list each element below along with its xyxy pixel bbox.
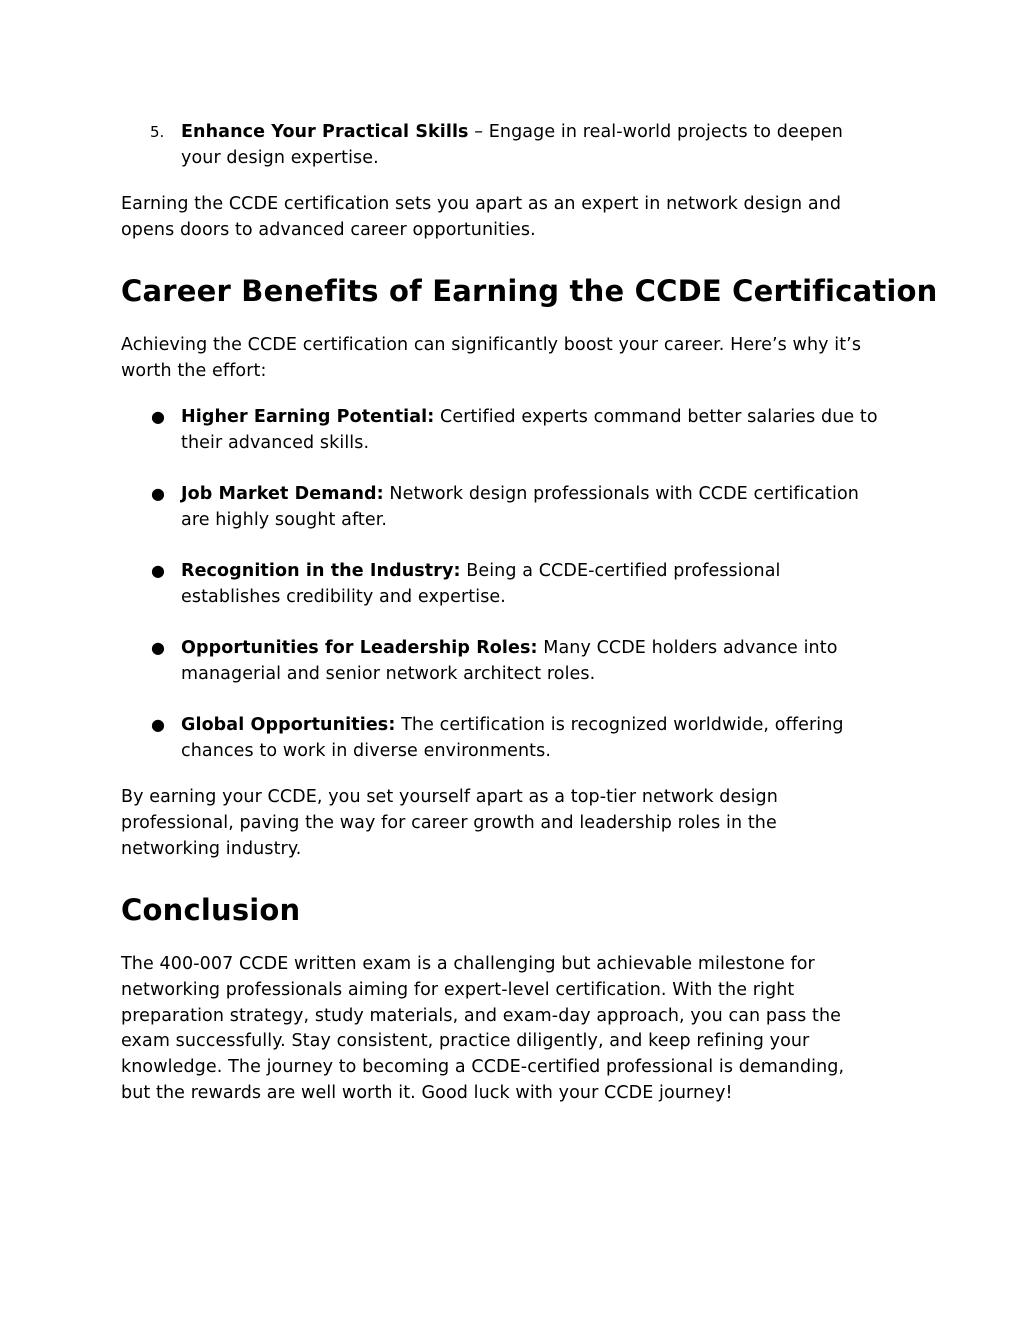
- bullet-text: Many CCDE holders advance into: [537, 638, 838, 658]
- bullet-title: Higher Earning Potential:: [181, 407, 435, 427]
- conclusion-line: exam successfully. Stay consistent, practice diligently, and keep refining your: [121, 1031, 810, 1051]
- conclusion-line: but the rewards are well worth it. Good luck with your CCDE journey!: [121, 1083, 733, 1103]
- closing-paragraph-line1: By earning your CCDE, you set yourself apart as a top-tier network design: [121, 787, 778, 807]
- bullet-line2: are highly sought after.: [181, 510, 388, 530]
- bullet-line: [181, 404, 961, 430]
- bullet-line: [181, 635, 961, 661]
- bullet-text: Certified experts command better salaries due to: [434, 407, 878, 427]
- conclusion-line: networking professionals aiming for expert-level certification. With the right: [121, 980, 795, 1000]
- bullet-text: The certification is recognized worldwide, offering: [395, 715, 844, 735]
- closing-paragraph-line2: professional, paving the way for career growth and leadership roles in the: [121, 813, 777, 833]
- bullet-marker: ●: [151, 484, 165, 503]
- bullet-marker: ●: [151, 715, 165, 734]
- bullet-text: Network design professionals with CCDE certification: [383, 484, 859, 504]
- bullet-line: [181, 558, 961, 584]
- bullet-line: [181, 712, 961, 738]
- bullet-marker: ●: [151, 561, 165, 580]
- bullet-line2: managerial and senior network architect roles.: [181, 664, 596, 684]
- numbered-item-line2: your design expertise.: [181, 148, 379, 168]
- numbered-item-title: Enhance Your Practical Skills: [181, 122, 469, 142]
- conclusion-line: preparation strategy, study materials, and exam-day approach, you can pass the: [121, 1006, 842, 1026]
- bullet-line2: chances to work in diverse environments.: [181, 741, 552, 761]
- list-number: 5.: [150, 123, 165, 141]
- bullet-marker: ●: [151, 638, 165, 657]
- bullet-line2: their advanced skills.: [181, 433, 370, 453]
- career-intro-line2: worth the effort:: [121, 361, 267, 381]
- numbered-item-text: – Engage in real-world projects to deepen: [468, 122, 843, 142]
- bullet-text: Being a CCDE-certified professional: [460, 561, 781, 581]
- bullet-title: Global Opportunities:: [181, 715, 396, 735]
- career-intro-line1: Achieving the CCDE certification can significantly boost your career. Here’s why it’s: [121, 335, 862, 355]
- numbered-item-line1: [181, 119, 941, 145]
- section-heading-career: Career Benefits of Earning the CCDE Certification: [121, 274, 938, 308]
- bullet-line2: establishes credibility and expertise.: [181, 587, 506, 607]
- bullet-title: Job Market Demand:: [181, 484, 384, 504]
- section-heading-conclusion: Conclusion: [121, 893, 301, 927]
- bullet-title: Recognition in the Industry:: [181, 561, 461, 581]
- conclusion-line: The 400-007 CCDE written exam is a challenging but achievable milestone for: [121, 954, 815, 974]
- intro-paragraph-line2: opens doors to advanced career opportunities.: [121, 220, 536, 240]
- bullet-line: [181, 481, 961, 507]
- bullet-title: Opportunities for Leadership Roles:: [181, 638, 538, 658]
- conclusion-line: knowledge. The journey to becoming a CCDE-certified professional is demanding,: [121, 1057, 845, 1077]
- closing-paragraph-line3: networking industry.: [121, 839, 302, 859]
- bullet-marker: ●: [151, 407, 165, 426]
- intro-paragraph-line1: Earning the CCDE certification sets you apart as an expert in network design and: [121, 194, 842, 214]
